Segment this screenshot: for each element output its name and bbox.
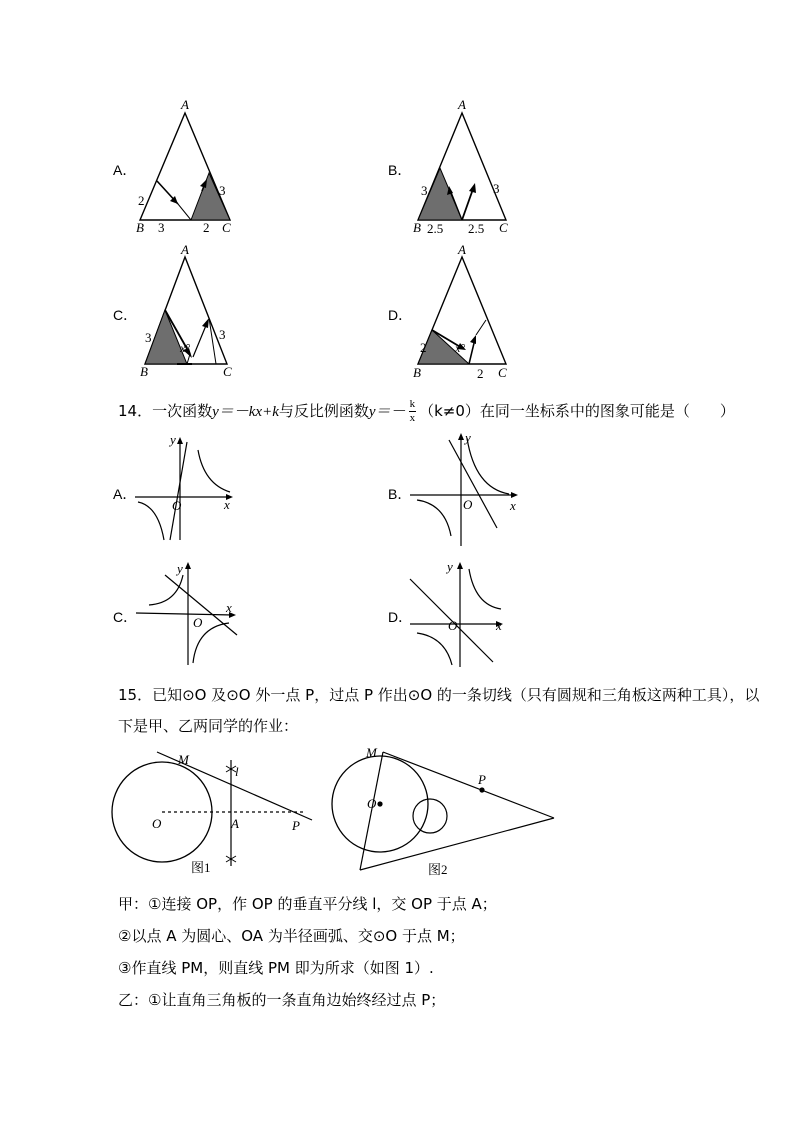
side-left-label: 2 (138, 193, 145, 208)
svg-text:A: A (181, 242, 189, 257)
svg-text:O: O (172, 498, 182, 513)
fraction-k-over-x: $\frac{k}{x}$ (409, 398, 416, 424)
svg-text:x°: x° (455, 341, 466, 355)
question-14-text: 14．一次函数y＝－kx+k与反比例函数y＝－ $\frac{k}{x}$ （k≠0）在同一坐标系中的图象可能是（ ） (118, 398, 735, 424)
svg-text:x: x (224, 497, 230, 512)
svg-text:A: A (458, 97, 466, 112)
figure-1 (105, 748, 320, 878)
svg-text:3: 3 (219, 327, 226, 342)
angle-label: x° (180, 341, 191, 355)
triangle-figure-a (130, 95, 240, 240)
yi-step-1: 乙：①让直角三角板的一条直角边始终经过点 P； (118, 991, 446, 1009)
svg-text:2.5: 2.5 (427, 221, 444, 236)
svg-text:B: B (413, 220, 421, 235)
svg-text:M: M (178, 752, 189, 767)
svg-text:B: B (413, 365, 421, 380)
graph-c (133, 557, 243, 669)
triangle-figure-d (405, 242, 520, 382)
base-left-label: 3 (158, 220, 165, 235)
svg-text:l: l (235, 764, 239, 779)
option-a-letter: A． (113, 162, 137, 178)
side-right-label: 3 (219, 183, 226, 198)
svg-text:O: O (463, 497, 473, 512)
option-b-letter: B． (388, 162, 412, 178)
vertex-a: A (181, 97, 189, 112)
svg-text:x: x (226, 600, 232, 615)
vertex-b: B (136, 220, 144, 235)
svg-text:C: C (499, 220, 508, 235)
svg-text:O: O (367, 796, 377, 811)
jia-step-2: ②以点 A 为圆心、OA 为半径画弧、交⊙O 于点 M； (118, 927, 465, 945)
svg-text:A: A (458, 242, 466, 257)
svg-text:2.5: 2.5 (468, 221, 485, 236)
svg-text:3: 3 (145, 330, 152, 345)
vertex-c: C (222, 220, 231, 235)
jia-step-3: ③作直线 PM，则直线 PM 即为所求（如图 1）. (118, 959, 434, 977)
svg-text:O: O (193, 615, 203, 630)
figure-2 (330, 742, 560, 880)
question-15-line-1: 15．已知⊙O 及⊙O 外一点 P，过点 P 作出⊙O 的一条切线（只有圆规和三角板这两种工具），以 (118, 686, 760, 704)
question-15-line-2: 下是甲、乙两同学的作业： (118, 717, 299, 735)
figure-1-caption: 图1 (191, 860, 211, 875)
svg-text:C: C (223, 364, 232, 379)
option-c-letter: C． (113, 307, 138, 323)
svg-text:y: y (170, 432, 176, 447)
svg-text:O: O (152, 816, 162, 831)
base-right-label: 2 (203, 220, 210, 235)
svg-text:y: y (177, 561, 183, 576)
svg-text:x: x (496, 618, 502, 633)
svg-text:O: O (448, 618, 458, 633)
svg-text:3: 3 (421, 183, 428, 198)
svg-text:y: y (465, 430, 471, 445)
option-d-letter: D． (388, 307, 413, 323)
svg-text:2: 2 (420, 340, 427, 355)
graph-b (405, 428, 525, 550)
graph-a (130, 432, 240, 547)
svg-text:A: A (231, 816, 239, 831)
triangle-figure-b (405, 95, 520, 240)
svg-text:P: P (478, 772, 486, 787)
svg-text:y: y (447, 559, 453, 574)
figure-2-caption: 图2 (428, 862, 448, 877)
graph-d (405, 557, 515, 669)
svg-text:C: C (498, 365, 507, 380)
jia-step-1: 甲：①连接 OP，作 OP 的垂直平分线 l，交 OP 于点 A； (118, 895, 497, 913)
svg-text:x: x (510, 498, 516, 513)
svg-text:M: M (366, 745, 377, 760)
triangle-figure-c (130, 242, 240, 382)
svg-text:B: B (140, 364, 148, 379)
svg-text:2: 2 (477, 366, 484, 381)
svg-text:P: P (292, 818, 300, 833)
svg-text:3: 3 (493, 181, 500, 196)
